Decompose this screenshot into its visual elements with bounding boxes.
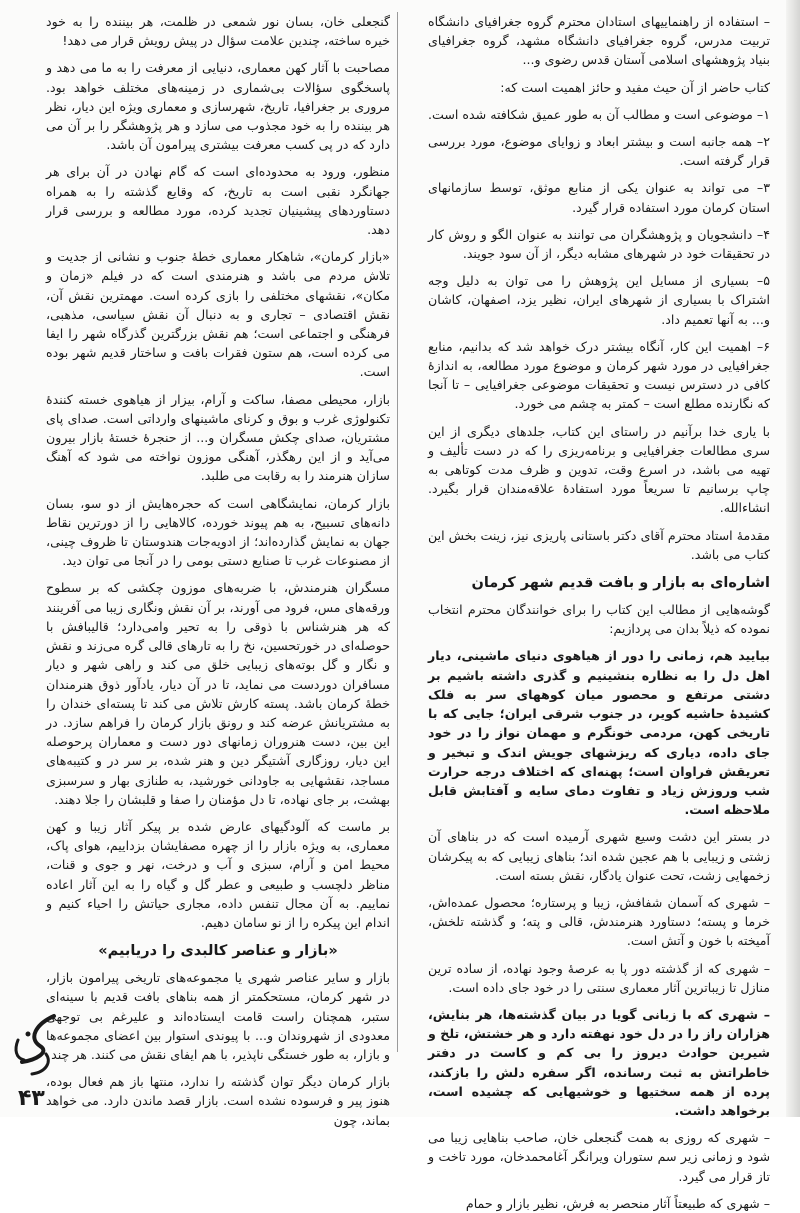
paragraph: منظور، ورود به محدوده‌ای است که گام نهادن در آن برای هر جهانگرد نقبی است به تاریخ، که وقایع گذشته را به همراه دستاوردهای پیشینیان تجدید کرده، مورد مطالعه و بررسی قرار دهد. <box>46 164 390 238</box>
list-item: – شهری که طبیعتاً آثار منحصر به فرش، نظیر بازار و حمام <box>465 1195 770 1211</box>
column-divider <box>397 12 398 1052</box>
list-item: ۶– اهمیت این کار، آنگاه بیشتر درک خواهد شد که بدانیم، منابع جغرافیایی در مورد شهر کرمان و موضوع مورد مطالعه، به اندازهٔ کافی در دسترس نیست و تحقیقات موضوعی جغرافیایی – تا آنجا که نگارنده مطلع است – کمتر به چشم می خورد. <box>428 338 770 412</box>
paragraph: مقدمهٔ استاد محترم آقای دکتر باستانی پاریزی نیز، زینت بخش این کتاب می باشد. <box>428 527 770 562</box>
paragraph: «بازار کرمان»، شاهکار معماری خطهٔ جنوب و نشانی از جدیت و تلاش مردم می باشد و هنرمندی است که در فیلم «زمان و مکان»، نقشهای مختلفی را بازی کرده است. مهمترین نقش آن، نقش اقتصادی – تجاری و به دنبال آن نقش سیاسی، مذهبی، فرهنگی و اجتماعی است؛ هم نقش بزرگترین گذرگاه شهر را ایفا می کرده است، هم ستون فقرات بافت و ساختار قدیم شهر بوده است. <box>46 249 390 380</box>
list-item: – شهری که روزی به همت گنجعلی خان، صاحب بناهایی زیبا می شود و زمانی زیر سم ستوران ویرانگر آغامحمدخان، مورد تاخت و تاز قرار می گیرد. <box>428 1130 770 1184</box>
paragraph: کتاب حاضر از آن حیث مفید و حائز اهمیت است که: <box>500 79 770 95</box>
section-heading: «بازار و عناصر کالبدی را دریابیم» <box>98 943 338 960</box>
paragraph: گوشه‌هایی از مطالب این کتاب را برای خوانندگان محترم انتخاب نموده که ذیلاً بدان می پردازیم: <box>428 602 770 637</box>
section-heading: اشاره‌ای به بازار و بافت قدیم شهر کرمان <box>471 575 770 592</box>
list-item: ۳– می تواند به عنوان یکی از منابع موثق، توسط سازمانهای استان کرمان مورد استفاده قرار گیرد. <box>428 180 770 215</box>
paragraph: با یاری خدا برآنیم در راستای این کتاب، جلدهای دیگری از این سری مطالعات جغرافیایی و برنامه‌ریزی را که در دست تألیف و تهیه می باشد، در اسرع وقت، تدوین و ظرف مدت کوتاهی به چاپ برسانیم تا سریعاً مورد استفادهٔ علاقه‌مندان قرار بگیرد. انشاءالله. <box>428 423 770 516</box>
paragraph: بازار و سایر عناصر شهری یا مجموعه‌های تاریخی پیرامون بازار، در شهر کرمان، مستحکمتر از همه بناهای بافت قدیم با سینه‌ای ستبر، همچنان راست قامت ایستاده‌اند و علیرغم بی توجهی معدودی از شهروندان و... با پیوندی استوار بین اعضای مجموعه‌ها و بازار، به طور خستگی ناپذیر، با هم ایفای نقش می کنند. هر چند <box>46 970 390 1062</box>
paragraph: بازار، محیطی مصفا، ساکت و آرام، بیزار از هیاهوی خسته کنندهٔ تکنولوژی غرب و بوق و کرنای ماشینهای وارداتی است. صدای پای مشتریان، صدای چکش مسگران و... از حنجرهٔ خستهٔ بازار بیرون می‌آید و از این رهگذر، آهنگی موزون نواخته می شود که آهنگ سازان هنرمند را به رقابت می طلبد. <box>46 391 390 484</box>
list-item: ۱– موضوعی است و مطالب آن به طور عمیق شکافته شده است. <box>428 106 770 122</box>
list-item: – شهری که آسمان شفافش، زیبا و پرستاره؛ محصول عمده‌اش، خرما و پسته؛ دستاورد هنرمندش، قالی و پته؛ و گذشته تلخش، آمیخته با خون و آتش است. <box>428 894 770 949</box>
paragraph: گنجعلی خان، بسان نور شمعی در ظلمت، هر بیننده را به خود خیره ساخته، چندین علامت سؤال در پیش رویش قرار می دهد! <box>46 14 390 49</box>
page-number: ۴۳ <box>18 1086 45 1111</box>
list-item: – شهری که از گذشته دور پا به عرصهٔ وجود نهاده، از ساده ترین منازل تا زیباترین آثار معماری سنتی را در خود جای داده است. <box>428 960 770 995</box>
page-binding-shadow <box>786 0 800 1117</box>
paragraph: بازار کرمان دیگر توان گذشته را ندارد، منتها باز هم فعال بوده، هنوز پیر و فرسوده نشده است. بازار قصد ماندن دارد. می خواهد بماند، چون <box>46 1074 390 1128</box>
paragraph: بیایید هم، زمانی را دور از هیاهوی دنیای ماشینی، دیار اهل دل را به نظاره بنشینیم و گذری داشته باشیم بر دشتی مرتفع و محصور میان کوههای سر به فلک کشیدهٔ حاشیه کویر، در جنوب شرقی ایران؛ جایی که با تاریخی کهن، مردمی خونگرم و مهمان نواز را در خود جای داده، دیاری که ریزشهای جویش اندک و تبخیر و تعریقش فراوان است؛ پهنه‌ای که اختلاف درجه حرارت شب وروزش زیاد و تفاوت دمای سایه و آفتابش قابل ملاحظه است. <box>428 648 770 818</box>
list-item: – شهری که با زبانی گویا در بیان گذشته‌ها، هر بنایش، هزاران راز را در دل خود نهفته دارد و هر خشتش، تلخ و شیرین حوادث دیروز را بی کم و کاست در دفتر خاطراتش به ثبت رسانده، اگر سفره دلش را بازکند، پرده از همه سختیها و خوشیهایی که چشیده است، برخواهد داشت. <box>428 1006 770 1118</box>
paragraph: بازار کرمان، نمایشگاهی است که حجره‌هایش از دو سو، بسان دانه‌های تسبیح، به هم پیوند خورده، کالاهایی را از دورترین نقاط جهان به نمایش گذارده‌اند؛ از ادویه‌جات هندوستان تا ظروف چینی، از مصنوعات غرب تا صنایع دستی بومی را در آنجا می توان دید. <box>46 495 390 569</box>
paragraph: – استفاده از راهنماییهای استادان محترم گروه جغرافیای دانشگاه تربیت مدرس، گروه جغرافیای دانشگاه مشهد، گروه جغرافیای بنیاد پژوهشهای اسلامی آستان قدس رضوی و... <box>428 14 770 68</box>
list-item: ۵– بسیاری از مسایل این پژوهش را می توان به دلیل وجه اشتراک با بسیاری از شهرهای ایران، نظیر یزد، اصفهان، کاشان و... به آنها تعمیم داد. <box>428 273 770 327</box>
paragraph: در بستر این دشت وسیع شهری آرمیده است که در بناهای آن زشتی و زیبایی با هم عجین شده اند؛ بناهای زیبایی که به پیکرشان زخمهایی زشت، تحت عنوان یادگار، نقش بسته است. <box>428 829 770 883</box>
list-item: ۲– همه جانبه است و بیشتر ابعاد و زوایای موضوع، مورد بررسی قرار گرفته است. <box>428 134 770 169</box>
list-item: ۴– دانشجویان و پژوهشگران می توانند به عنوان الگو و روش کار در تحقیقات خود در شهرهای مشابه دیگر، از آن سود جویند. <box>428 226 770 262</box>
left-column <box>46 12 390 1128</box>
paragraph: مسگران هنرمندش، با ضربه‌های موزون چکشی که بر سطوح ورقه‌های مس، فرود می آورند، بر آن نقش ونگاری زیبا می آفرینند که هر هنرشناس با ذوقی را به تحیر وامی‌دارد؛ قالیبافش با حوصله‌ای در خورتحسین، نخ را به تارهای قالی گره می‌زند و نقش و نگار و گل بوته‌های زیبایی خلق می کند و راهی شهر و دیار مسافران دوردست می نماید، تا در آن دیار، یادآور ذوق هنرمندان خطهٔ کرمان باشد. پسته کارش تلاش می کند تا پسته‌ای خندان را به مشتریانش عرضه کند و رونق بازار کرمان را فراهم سازد. در این بین، دست هنروران زمانهای دور دست و معماران پرحوصله این دیار، روزگاری آشتیگر دین و هنر شده، بر سر در و کتیبه‌های مساجد، نقشهایی به جاودانی خورشید، به طنازی بهار و سرسبزی بهشت، بر جای نهاده، تا دل مؤمنان را صفا و قلبشان را جلا دهند. <box>46 580 390 807</box>
paragraph: مصاحبت با آثار کهن معماری، دنیایی از معرفت را به ما می دهد و پاسخگوی سؤالات بی‌شماری در زمینه‌های مختلف خواهد بود. مروری بر جغرافیا، تاریخ، شهرسازی و معماری ویژه این دیار، نظر هر بیننده را به خود مجذوب می سازد و هر پژوهشگر را بر آن می دارد که در پی کسب معرفت بیشتری پیرامون آن باشد. <box>46 60 390 153</box>
right-column <box>428 12 770 1211</box>
paragraph: بر ماست که آلودگیهای عارض شده بر پیکر آثار زیبا و کهن معماری، به ویژه بازار را از چهره مصفایشان بزداییم، هوای پاک، محیط امن و آرام، سبزی و آب و درخت، نهر و جوی و قنات، مناظر دلچسب و طبیعی و عطر گل و گیاه را به این آثار اعاده نماییم. به آن مجال تنفس داده، مجاری حیاتش را احیاء کنیم و اندام این پیکره را از نو سامان دهیم. <box>46 818 390 930</box>
kerman-logo <box>6 1010 66 1080</box>
